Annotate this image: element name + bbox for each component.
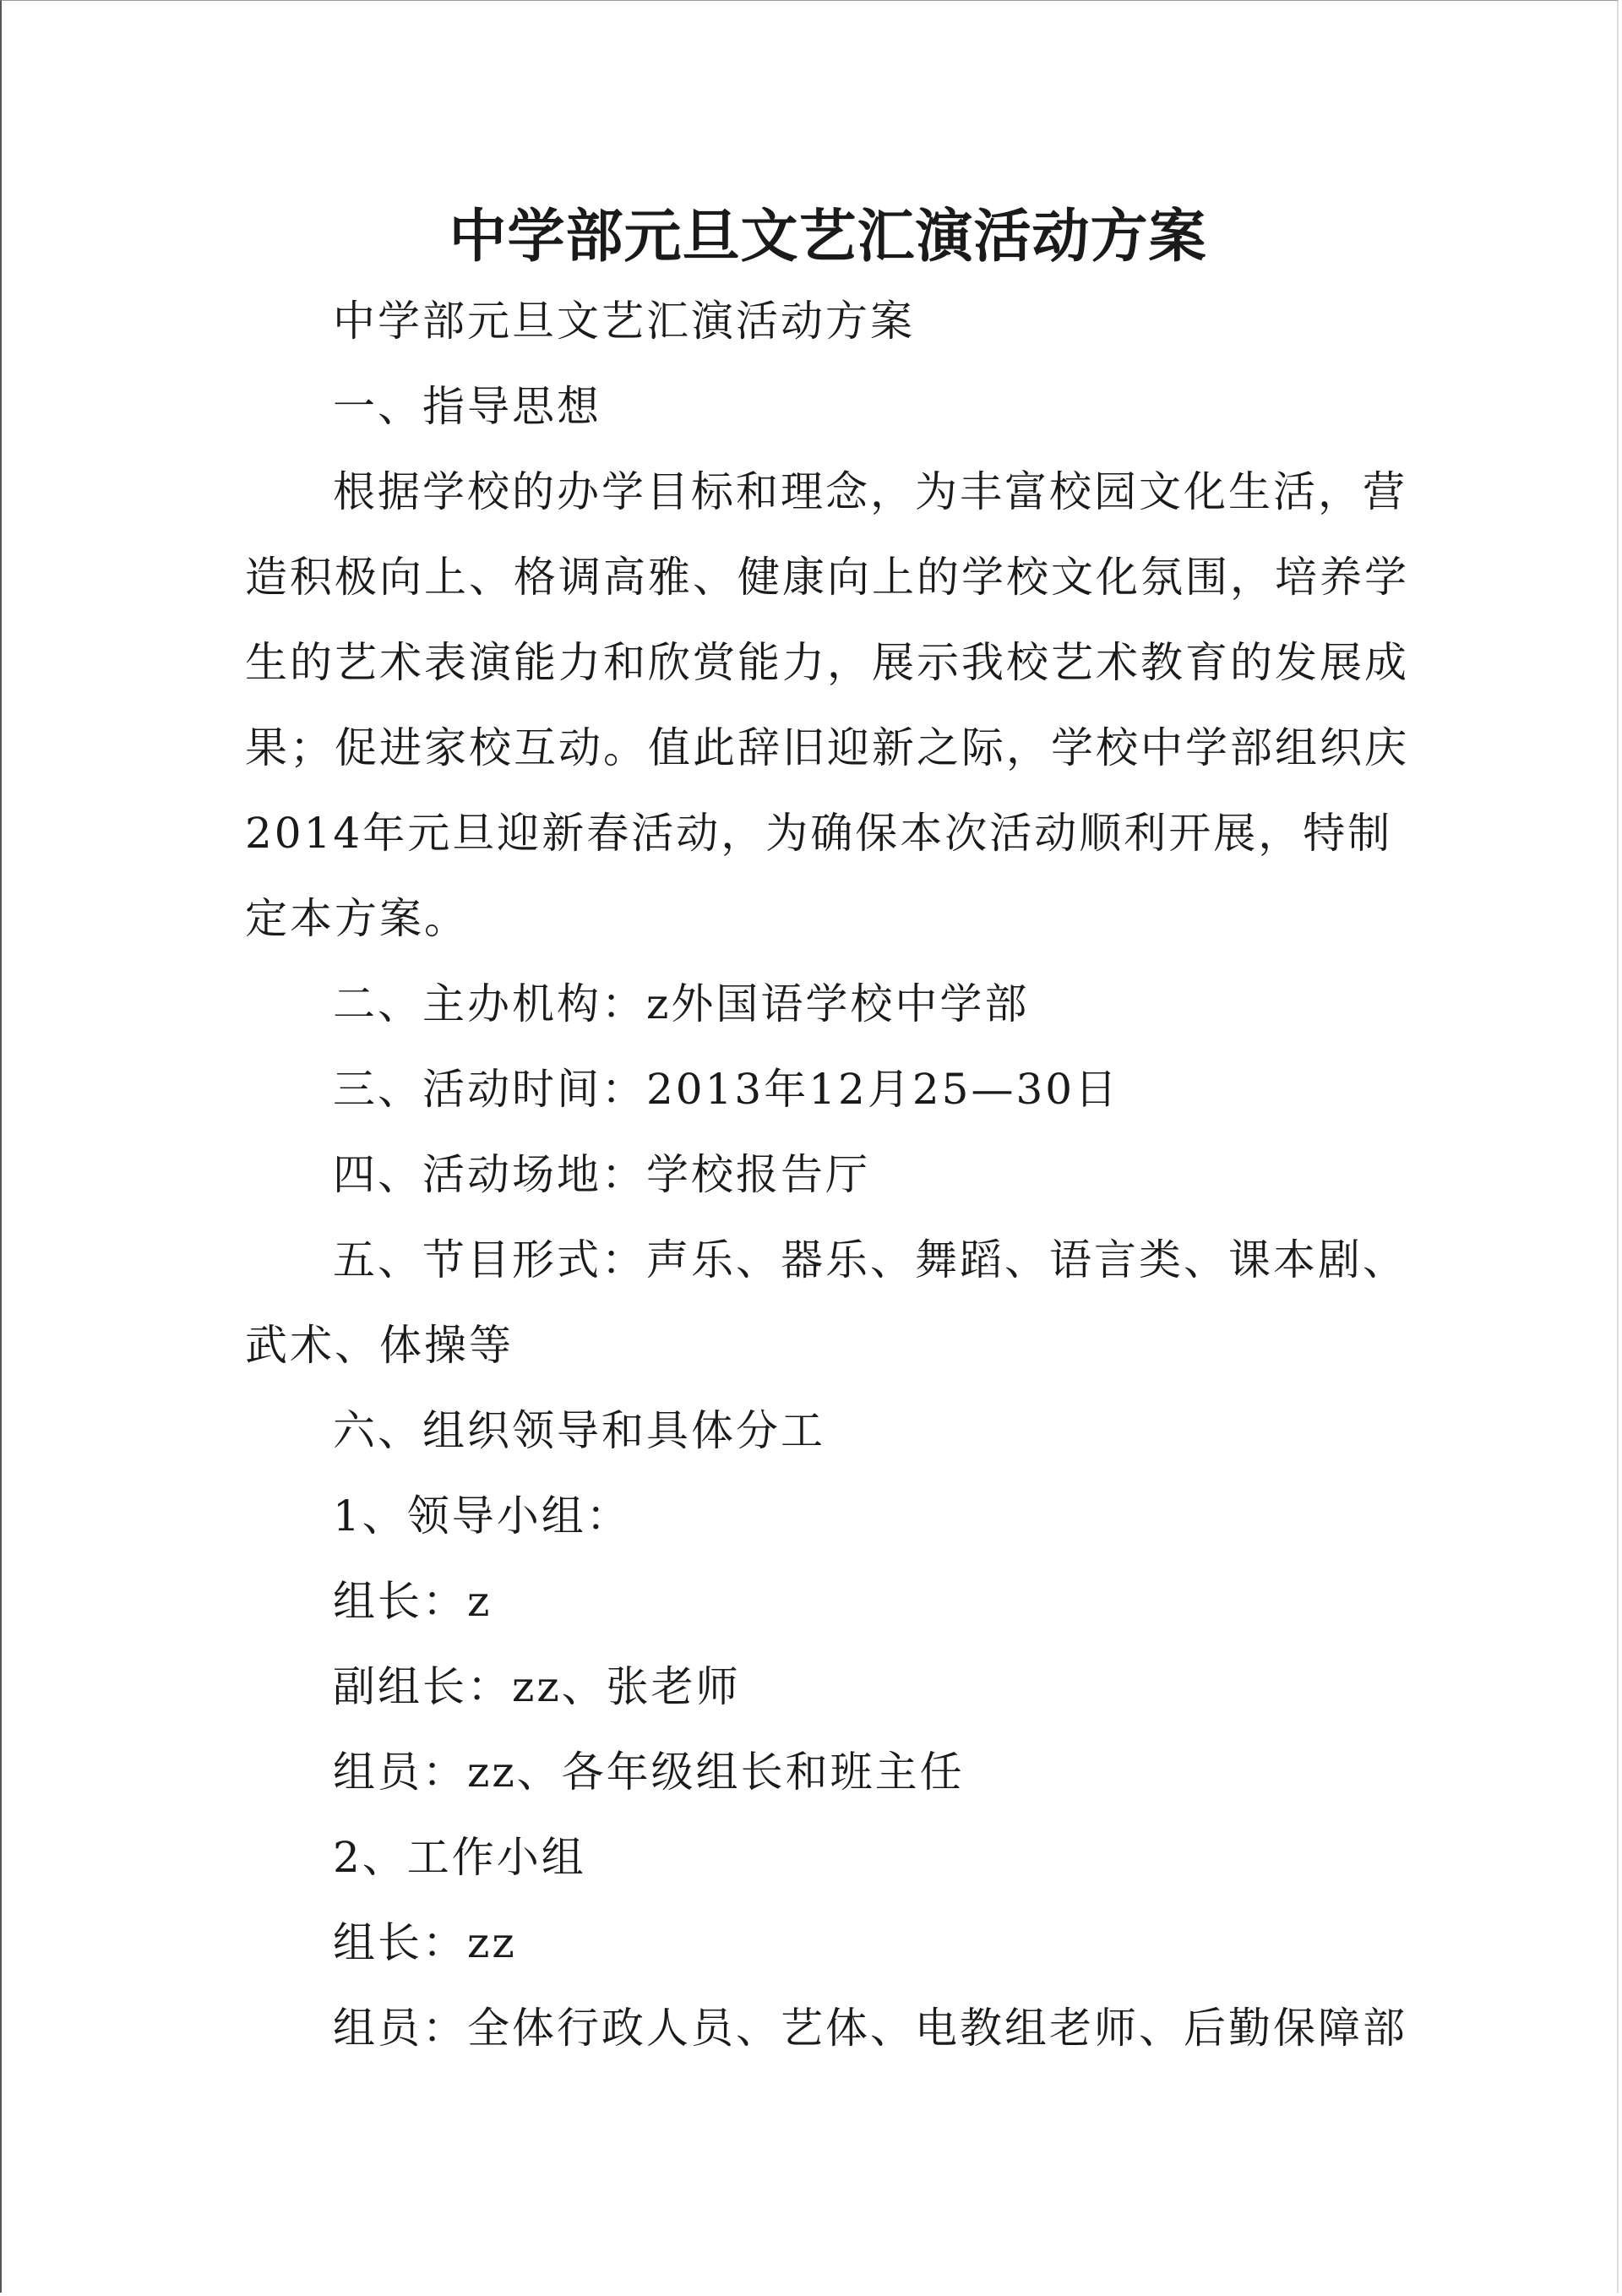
document-title: 中学部元旦文艺汇演活动方案 bbox=[449, 203, 1207, 270]
leadership-group-members: 组员：zz、各年级组长和班主任 bbox=[333, 1748, 965, 1797]
guiding-ideology-paragraph: 根据学校的办学目标和理念，为丰富校园文化生活，营造积极向上、格调高雅、健康向上的学校文化氛围，培养学生的艺术表演能力和欣赏能力，展示我校艺术教育的发展成果；促进家校互动。值此辞旧迎新之际，学校中学部组织庆2014年元旦迎新春活动，为确保本次活动顺利开展，特制定本方案。 bbox=[245, 467, 1409, 943]
section-program-forms: 五、节目形式：声乐、器乐、舞蹈、语言类、课本剧、武术、体操等 bbox=[245, 1235, 1407, 1370]
section-heading-guiding-ideology: 一、指导思想 bbox=[333, 382, 601, 431]
working-group-leader: 组长：zz bbox=[333, 1918, 517, 1967]
working-group-heading: 2、工作小组 bbox=[333, 1833, 586, 1882]
leadership-group-heading: 1、领导小组： bbox=[333, 1492, 631, 1541]
working-group-members: 组员：全体行政人员、艺体、电教组老师、后勤保障部 bbox=[333, 2004, 1407, 2053]
section-organization-leadership: 六、组织领导和具体分工 bbox=[333, 1406, 825, 1455]
section-activity-venue: 四、活动场地：学校报告厅 bbox=[333, 1150, 870, 1199]
section-activity-time: 三、活动时间：2013年12月25—30日 bbox=[333, 1065, 1120, 1114]
document-body bbox=[245, 194, 1411, 2071]
leadership-group-leader: 组长：z bbox=[333, 1577, 493, 1626]
section-organizer: 二、主办机构：z外国语学校中学部 bbox=[333, 979, 1030, 1028]
leadership-group-deputy: 副组长：zz、张老师 bbox=[333, 1662, 741, 1711]
subtitle-paragraph: 中学部元旦文艺汇演活动方案 bbox=[333, 297, 915, 346]
